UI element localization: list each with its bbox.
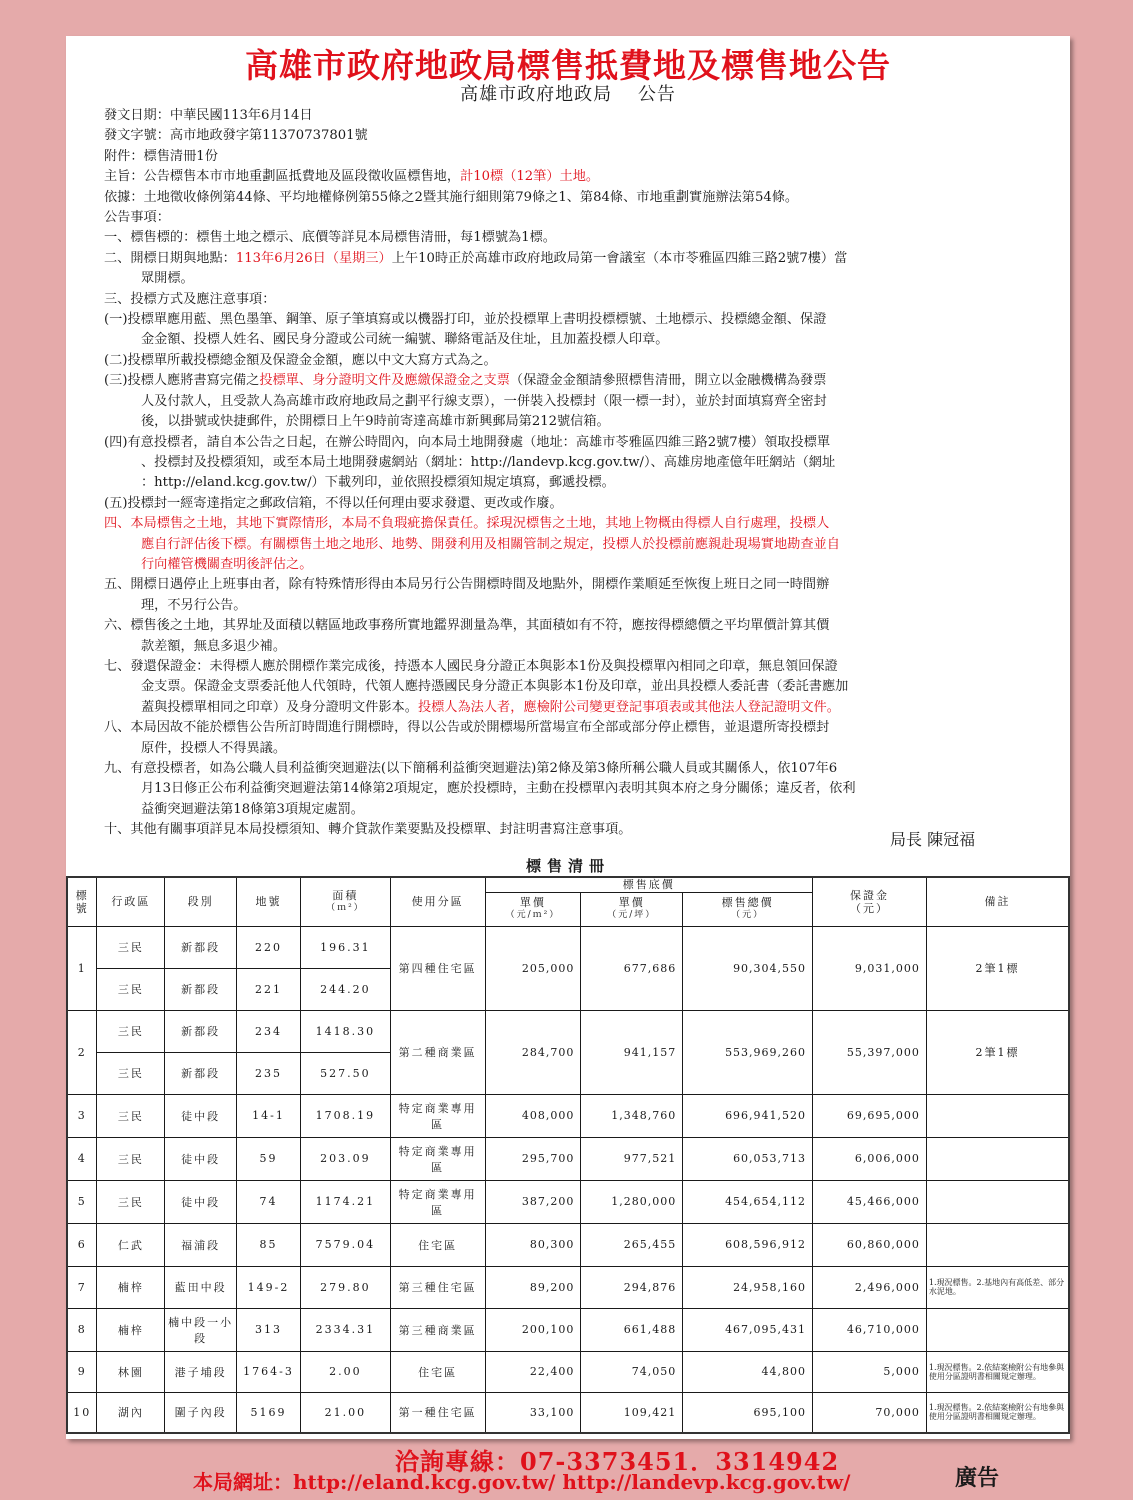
- col-zone: 使用分區: [390, 877, 485, 926]
- issue-number: 發文字號：高市地政發字第11370737801號: [104, 128, 368, 144]
- issue-date: 發文日期：中華民國113年6月14日: [104, 108, 313, 123]
- item-3-3-cont1: 人及付款人，且受款人為高雄市政府地政局之劃平行線支票），一併裝入投標封（限一標一封），並於封面填寫齊全密封: [141, 393, 827, 409]
- table-row: 三民 新都段 221 244.20: [67, 968, 1069, 1010]
- table-row: 5 三民 徒中段 74 1174.21 特定商業專用區 387,200 1,280,000 454,654,112 45,466,000: [67, 1180, 1069, 1223]
- col-unit-m2: 單價 （元/ｍ²）: [485, 892, 581, 926]
- item-2: 二、開標日期與地點：113年6月26日（星期三）上午10時正於高雄市政府地政局第一會議室（本市苓雅區四維三路2號7樓）當: [104, 250, 848, 266]
- col-deposit: 保證金 （元）: [813, 877, 927, 926]
- col-area: 面積 （ｍ²）: [300, 877, 390, 926]
- item-4: 四、本局標售之土地，其地下實際情形，本局不負瑕疵擔保責任。採現況標售之土地，其地上物概由得標人自行處理，投標人: [104, 516, 830, 532]
- item-7-cont1: 金支票。保證金支票委託他人代領時，代領人應持憑國民身分證正本與影本1份及印章，並出具投標人委託書（委託書應加: [141, 679, 849, 695]
- item-1: 一、標售標的：標售土地之標示、底價等詳見本局標售清冊，每1標號為1標。: [104, 230, 556, 246]
- list-title: 標售清冊: [525, 857, 610, 875]
- item-5-cont: 理，不另行公告。: [141, 597, 247, 613]
- notice-title: 高雄市政府地政局標售抵費地及標售地公告: [245, 46, 891, 85]
- table-row: 10 湖內 圍子內段 5169 21.00 第一種住宅區 33,100 109,421 695,100 70,000 1.現況標售。2.依結案檢附公有地參與使用分區證明書相關規定辦理。: [67, 1392, 1069, 1433]
- sale-list-table: [66, 876, 1070, 1434]
- hotline: 洽詢專線：07-3373451．3314942: [395, 1447, 840, 1476]
- item-7: 七、發還保證金：未得標人應於開標作業完成後，持憑本人國民身分證正本與影本1份及與投標單內相同之印章，無息領回保證: [104, 658, 838, 674]
- table-row: 9 林園 港子埔段 1764-3 2.00 住宅區 22,400 74,050 44,800 5,000 1.現況標售。2.依結案檢附公有地參與使用分區證明書相關規定辦理。: [67, 1351, 1069, 1392]
- item-7-cont2: 蓋與投標單相同之印章）及身分證明文件影本。投標人為法人者，應檢附公司變更登記事項表或其他法人登記證明文件。: [141, 699, 840, 715]
- item-3-1: (一)投標單應用藍、黑色墨筆、鋼筆、原子筆填寫或以機器打印，並於投標單上書明投標標號、土地標示、投標總金額、保證: [104, 312, 827, 328]
- item-9: 九、有意投標者，如為公職人員利益衝突迴避法(以下簡稱利益衝突迴避法)第2條及第3條所稱公職人員或其關係人，依107年6: [104, 761, 838, 776]
- subject: 主旨：公告標售本市市地重劃區抵費地及區段徵收區標售地，計10標（12筆）土地。: [104, 169, 600, 185]
- notice-body: [104, 106, 1032, 841]
- website-links: 本局網址：http://eland.kcg.gov.tw/ http://landevp.kcg.gov.tw/: [193, 1470, 851, 1494]
- table-row: 6 仁武 福浦段 85 7579.04 住宅區 80,300 265,455 608,596,912 60,860,000: [67, 1223, 1069, 1266]
- item-3-2: (二)投標單所載投標總金額及保證金金額，應以中文大寫方式為之。: [104, 352, 497, 368]
- item-3-5: (五)投標封一經寄達指定之郵政信箱，不得以任何理由要求發還、更改或作廢。: [104, 495, 563, 511]
- item-3-1-cont: 金金額、投標人姓名、國民身分證或公司統一編號、聯絡電話及住址，且加蓋投標人印章。: [141, 332, 669, 348]
- col-district: 行政區: [97, 877, 165, 926]
- table-row: 三民 新都段 235 527.50: [67, 1052, 1069, 1094]
- item-10: 十、其他有關事項詳見本局投標須知、轉介貸款作業要點及投標單、封註明書寫注意事項。: [104, 822, 632, 838]
- col-remark: 備註: [926, 877, 1069, 926]
- table-row: 1 三民 新都段 220 196.31 第四種住宅區 205,000 677,686 90,304,550 9,031,000 2筆1標: [67, 926, 1069, 968]
- item-3-4-cont2: ：http://eland.kcg.gov.tw/）下載列印，並依照投標須知規定填寫，郵遞投標。: [141, 475, 615, 491]
- item-5: 五、開標日遇停止上班事由者，除有特殊情形得由本局另行公告開標時間及地點外，開標作業順延至恢復上班日之同一時間辦: [104, 577, 830, 593]
- item-4-cont1: 應自行評估後下標。有關標售土地之地形、地勢、開發利用及相關管制之規定，投標人於投標前應親赴現場實地勘查並自: [141, 536, 840, 552]
- notice-subtitle: 高雄市政府地政局 公告: [460, 84, 676, 105]
- item-6: 六、標售後之土地，其界址及面積以轄區地政事務所實地鑑界測量為準，其面積如有不符，應按得標總價之平均單價計算其價: [104, 618, 830, 634]
- table-row: 4 三民 徒中段 59 203.09 特定商業專用區 295,700 977,521 60,053,713 6,006,000: [67, 1137, 1069, 1180]
- attachment: 附件：標售清冊1份: [104, 148, 218, 164]
- table-row: 3 三民 徒中段 14-1 1708.19 特定商業專用區 408,000 1,348,760 696,941,520 69,695,000: [67, 1094, 1069, 1137]
- col-no: 標號: [67, 877, 97, 926]
- ad-label: 廣告: [955, 1465, 1000, 1491]
- item-2-cont: 眾開標。: [141, 271, 194, 287]
- col-lot: 地號: [237, 877, 301, 926]
- signer: 局長 陳冠福: [890, 830, 976, 849]
- col-price-group: 標售底價: [485, 877, 813, 892]
- item-3-3: (三)投標人應將書寫完備之投標單、身分證明文件及應繳保證金之支票（保證金金額請參照標售清冊，開立以金融機構為發票: [104, 373, 827, 389]
- col-unit-ping: 單價 （元/坪）: [581, 892, 683, 926]
- item-3-3-cont2: 後，以掛號或快捷郵件，於開標日上午9時前寄達高雄市新興郵局第212號信箱。: [141, 414, 610, 430]
- table-row: 2 三民 新都段 234 1418.30 第二種商業區 284,700 941,157 553,969,260 55,397,000 2筆1標: [67, 1010, 1069, 1052]
- item-6-cont: 款差額，無息多退少補。: [141, 638, 287, 654]
- item-8: 八、本局因故不能於標售公告所訂時間進行開標時，得以公告或於開標場所當場宣布全部或部分停止標售，並退還所寄投標封: [104, 720, 830, 736]
- table-row: 7 楠梓 藍田中段 149-2 279.80 第三種住宅區 89,200 294,876 24,958,160 2,496,000 1.現況標售。2.基地內有高低差、部分水泥地。: [67, 1266, 1069, 1308]
- col-section: 段別: [165, 877, 237, 926]
- table-row: 8 楠梓 楠中段一小段 313 2334.31 第三種商業區 200,100 661,488 467,095,431 46,710,000: [67, 1308, 1069, 1351]
- item-8-cont: 原件，投標人不得異議。: [141, 740, 287, 756]
- item-9-cont2: 益衝突迴避法第18條第3項規定處罰。: [141, 801, 364, 817]
- item-3-4-cont1: 、投標封及投標須知，或至本局土地開發處網站（網址：http://landevp.kcg.gov.tw/）、高雄房地產億年旺網站（網址: [141, 454, 836, 470]
- basis: 依據：土地徵收條例第44條、平均地權條例第55條之2暨其施行細則第79條之1、第84條、市地重劃實施辦法第54條。: [104, 189, 799, 205]
- item-3: 三、投標方式及應注意事項：: [104, 291, 276, 307]
- notice-items-heading: 公告事項：: [104, 210, 170, 226]
- item-3-4: (四)有意投標者，請自本公告之日起，在辦公時間內，向本局土地開發處（地址：高雄市苓雅區四維三路2號7樓）領取投標單: [104, 434, 831, 450]
- col-total: 標售總價 （元）: [683, 892, 813, 926]
- item-9-cont1: 月13日修正公布利益衝突迴避法第14條第2項規定，應於投標時，主動在投標單內表明其與本府之身分關係；違反者，依利: [141, 781, 856, 797]
- item-4-cont2: 行向權管機關查明後評估之。: [141, 556, 313, 572]
